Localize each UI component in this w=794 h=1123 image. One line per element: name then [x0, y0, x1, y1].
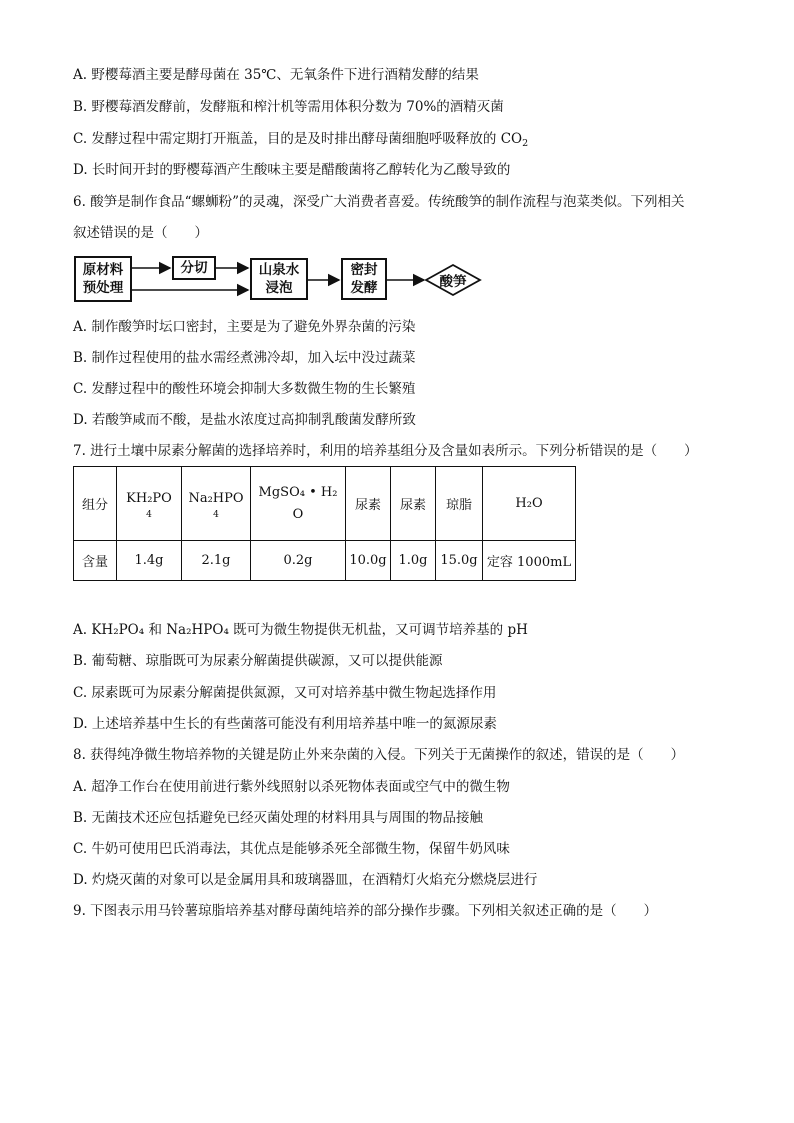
- flow-box-pretreatment: [74, 256, 132, 302]
- q6-stem-line1: 6. 酸笋是制作食品“螺蛳粉”的灵魂，深受广大消费者喜爱。传统酸笋的制作流程与泡菜类似。下列相关: [73, 194, 685, 210]
- q8-option-a: A. 超净工作台在使用前进行紫外线照射以杀死物体表面或空气中的微生物: [73, 779, 510, 795]
- q5-option-d: D. 长时间开封的野樱莓酒产生酸味主要是醋酸菌将乙醇转化为乙酸导致的: [73, 162, 511, 178]
- table-cell-kh2po4: [117, 467, 182, 541]
- medium-composition-table: [73, 466, 576, 581]
- table-cell-mgso4: [251, 467, 346, 541]
- table-row-components: [74, 467, 576, 541]
- table-amount-water: 定容 1000mL: [483, 541, 576, 581]
- q7-option-a: A. KH₂PO₄ 和 Na₂HPO₄ 既可为微生物提供无机盐，又可调节培养基的 pH: [73, 622, 528, 638]
- q9-stem: 9. 下图表示用马铃薯琼脂培养基对酵母菌纯培养的部分操作步骤。下列相关叙述正确的是（ ）: [73, 903, 658, 919]
- flow-box-soak-line1: 山泉水: [258, 262, 300, 278]
- table-amount-mgso4: 0.2g: [251, 541, 346, 581]
- flow-box-ferment-line1: 密封: [350, 262, 378, 278]
- table-amount-urea-2: 1.0g: [391, 541, 436, 581]
- q8-option-b: B. 无菌技术还应包括避免已经灭菌处理的材料用具与周围的物品接触: [73, 810, 484, 826]
- kh2po4-top: KH₂PO: [126, 490, 172, 506]
- q5-option-a: A. 野樱莓酒主要是酵母菌在 35℃、无氧条件下进行酒精发酵的结果: [73, 67, 479, 83]
- na2hpo4-top: Na₂HPO: [188, 490, 244, 506]
- flow-box-cut: [172, 256, 216, 280]
- mgso4-top: MgSO₄ • H₂: [258, 484, 338, 500]
- q6-option-c: C. 发酵过程中的酸性环境会抑制大多数微生物的生长繁殖: [73, 381, 416, 397]
- q5-option-b: B. 野樱莓酒发酵前，发酵瓶和榨汁机等需用体积分数为 70%的酒精灭菌: [73, 99, 504, 115]
- q5-option-c-subscript: 2: [522, 138, 529, 149]
- flow-box-ferment-line2: 发酵: [350, 280, 378, 296]
- table-amount-urea-1: 10.0g: [346, 541, 391, 581]
- kh2po4-bottom: 4: [146, 509, 152, 520]
- q7-option-d: D. 上述培养基中生长的有些菌落可能没有利用培养基中唯一的氮源尿素: [73, 716, 497, 732]
- table-cell-urea-1: 尿素: [346, 467, 391, 541]
- flow-product-label: 酸笋: [439, 274, 467, 290]
- flow-box-ferment: [341, 258, 387, 300]
- flow-box-pretreatment-line2: 预处理: [82, 280, 124, 296]
- table-amount-kh2po4: 1.4g: [117, 541, 182, 581]
- table-amount-label: 含量: [74, 541, 117, 581]
- table-cell-urea-2: 尿素: [391, 467, 436, 541]
- q6-option-d: D. 若酸笋咸而不酸，是盐水浓度过高抑制乳酸菌发酵所致: [73, 412, 416, 428]
- flow-box-soak-line2: 浸泡: [265, 280, 293, 296]
- table-amount-na2hpo4: 2.1g: [182, 541, 251, 581]
- q6-option-b: B. 制作过程使用的盐水需经煮沸冷却，加入坛中没过蔬菜: [73, 350, 416, 366]
- na2hpo4-bottom: 4: [213, 509, 219, 520]
- flow-box-soak: [250, 258, 308, 300]
- q7-stem: 7. 进行土壤中尿素分解菌的选择培养时，利用的培养基组分及含量如表所示。下列分析错误的是（ ）: [73, 443, 698, 459]
- q8-option-d: D. 灼烧灭菌的对象可以是金属用具和玻璃器皿，在酒精灯火焰充分燃烧层进行: [73, 872, 538, 888]
- table-header-label: 组分: [74, 467, 117, 541]
- mgso4-bottom: O: [292, 506, 304, 522]
- q5-option-c-text: C. 发酵过程中需定期打开瓶盖，目的是及时排出酵母菌细胞呼吸释放的 CO: [73, 131, 523, 147]
- table-row-amounts: [74, 541, 576, 581]
- q7-option-b: B. 葡萄糖、琼脂既可为尿素分解菌提供碳源，又可以提供能源: [73, 653, 443, 669]
- q8-stem: 8. 获得纯净微生物培养物的关键是防止外来杂菌的入侵。下列关于无菌操作的叙述，错误的是（ ）: [73, 747, 685, 763]
- flow-box-pretreatment-line1: 原材料: [82, 262, 124, 278]
- table-cell-agar: 琼脂: [436, 467, 483, 541]
- flow-box-cut-label: 分切: [180, 260, 208, 276]
- table-cell-water: H₂O: [483, 467, 576, 541]
- q6-option-a: A. 制作酸笋时坛口密封，主要是为了避免外界杂菌的污染: [73, 319, 416, 335]
- q8-option-c: C. 牛奶可使用巴氏消毒法，其优点是能够杀死全部微生物，保留牛奶风味: [73, 841, 510, 857]
- q6-stem-line2: 叙述错误的是（ ）: [73, 225, 208, 241]
- q7-option-c: C. 尿素既可为尿素分解菌提供氮源，又可对培养基中微生物起选择作用: [73, 685, 497, 701]
- table-cell-na2hpo4: [182, 467, 251, 541]
- table-amount-agar: 15.0g: [436, 541, 483, 581]
